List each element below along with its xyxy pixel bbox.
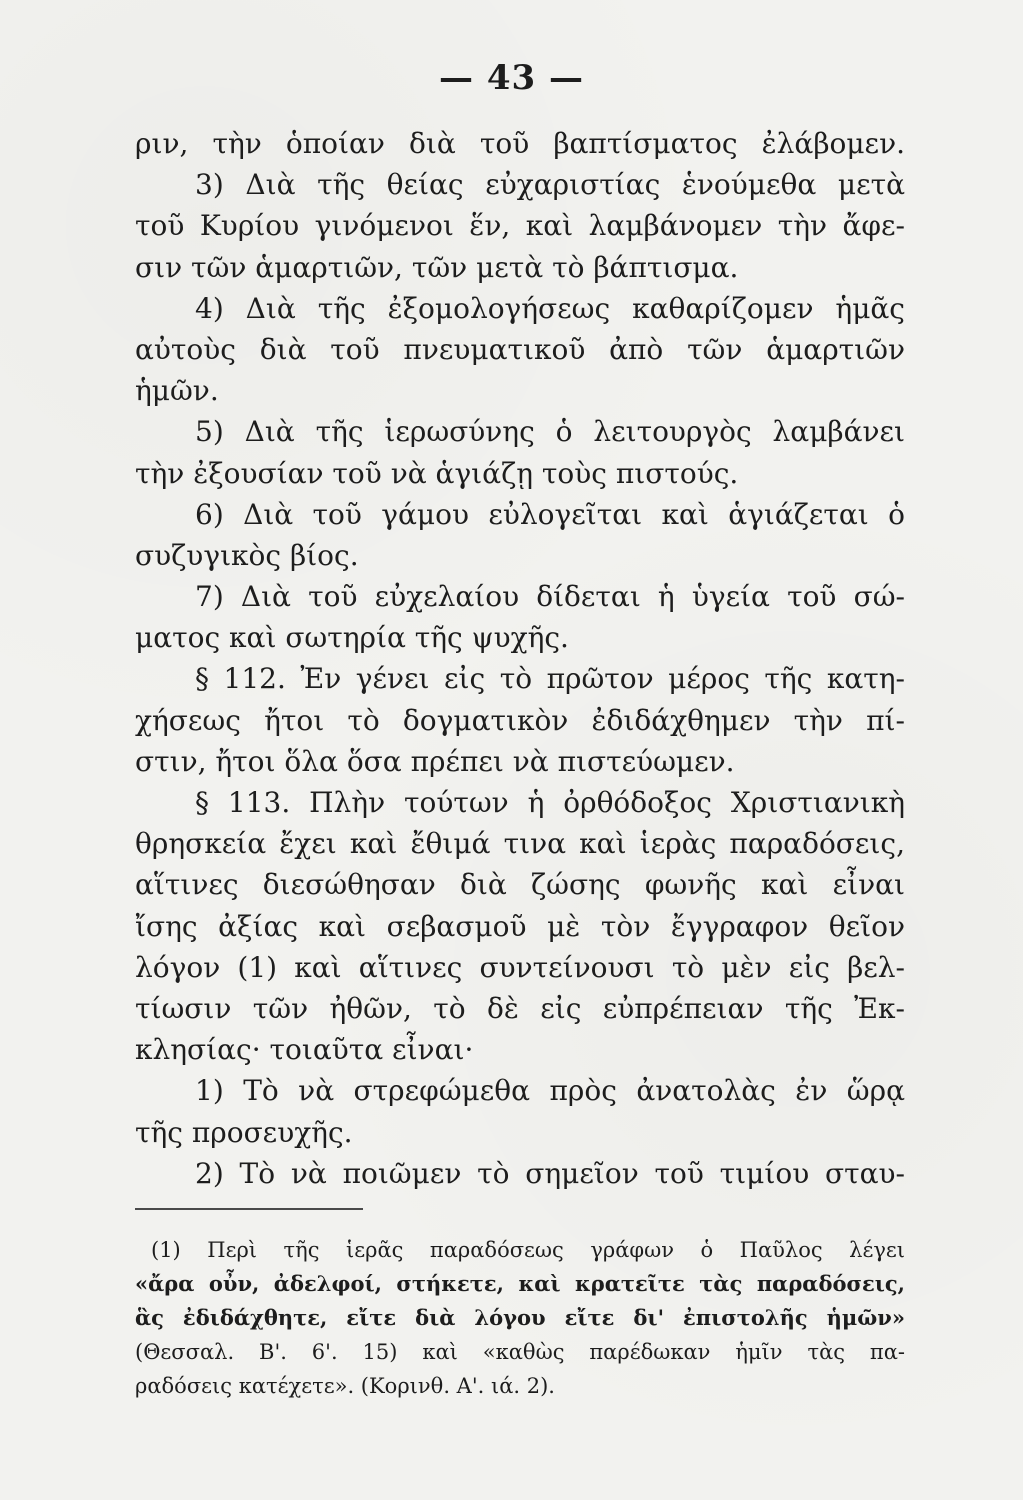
text-line: αἵτινες διεσώθησαν διὰ ζώσης φωνῆς καὶ εἶναι (135, 868, 905, 902)
text-line: σιν τῶν ἁμαρτιῶν, τῶν μετὰ τὸ βάπτισμα. (135, 250, 739, 284)
text-line: στιν, ἤτοι ὅλα ὅσα πρέπει νὰ πιστεύωμεν. (135, 744, 735, 778)
text-line: λόγον (1) καὶ αἵτινες συντείνουσι τὸ μὲν εἰς βελ- (135, 950, 905, 984)
text-line: § 112. Ἐν γένει εἰς τὸ πρῶτον μέρος τῆς κατη- (195, 662, 905, 696)
text-line: 3) Διὰ τῆς θείας εὐχαριστίας ἑνούμεθα μετὰ (195, 168, 905, 202)
text-line: 7) Διὰ τοῦ εὐχελαίου δίδεται ἡ ὑγεία τοῦ σώ- (195, 580, 905, 614)
text-line: τὴν ἐξουσίαν τοῦ νὰ ἁγιάζῃ τοὺς πιστούς. (135, 456, 739, 490)
text-line: 5) Διὰ τῆς ἱερωσύνης ὁ λειτουργὸς λαμβάνει (195, 415, 905, 449)
footnote-line: ραδόσεις κατέχετε». (Κορινθ. Α'. ιά. 2). (135, 1374, 555, 1398)
text-line: κλησίας· τοιαῦτα εἶναι· (135, 1033, 474, 1067)
text-line: ἴσης ἀξίας καὶ σεβασμοῦ μὲ τὸν ἔγγραφον θεῖον (135, 909, 905, 943)
text-line: 1) Τὸ νὰ στρεφώμεθα πρὸς ἀνατολὰς ἐν ὥρᾳ (195, 1074, 905, 1108)
text-line: θρησκεία ἔχει καὶ ἔθιμά τινα καὶ ἱερὰς παραδόσεις, (135, 827, 905, 861)
text-line: 2) Τὸ νὰ ποιῶμεν τὸ σημεῖον τοῦ τιμίου σταυ- (195, 1156, 905, 1190)
main-text-block (135, 123, 905, 1194)
footnote-line: «ἄρα οὖν, ἀδελφοί, στήκετε, καὶ κρατεῖτε τὰς παραδόσεις, (135, 1271, 905, 1296)
text-line: τῆς προσευχῆς. (135, 1115, 353, 1149)
footnote-line: (Θεσσαλ. Β'. 6'. 15) καὶ «καθὼς παρέδωκαν ἡμῖν τὰς πα- (135, 1340, 905, 1364)
text-line: χήσεως ἤτοι τὸ δογματικὸν ἐδιδάχθημεν τὴν πί- (135, 703, 905, 737)
text-line: τοῦ Κυρίου γινόμενοι ἕν, καὶ λαμβάνομεν τὴν ἄφε- (135, 209, 905, 243)
footnote-block (135, 1233, 905, 1403)
text-line: ματος καὶ σωτηρία τῆς ψυχῆς. (135, 621, 569, 655)
text-line: ριν, τὴν ὁποίαν διὰ τοῦ βαπτίσματος ἐλάβομεν. (135, 127, 905, 160)
footnote-line: (1) Περὶ τῆς ἱερᾶς παραδόσεως γράφων ὁ Παῦλος λέγει (151, 1238, 905, 1262)
footnote-divider (135, 1208, 363, 1210)
footnote-line: ἃς ἐδιδάχθητε, εἴτε διὰ λόγου εἴτε δι' ἐπιστολῆς ἡμῶν» (135, 1305, 905, 1330)
text-line: 4) Διὰ τῆς ἐξομολογήσεως καθαρίζομεν ἡμᾶς (195, 291, 905, 325)
text-line: § 113. Πλὴν τούτων ἡ ὀρθόδοξος Χριστιανικὴ (195, 786, 905, 819)
text-line: αὐτοὺς διὰ τοῦ πνευματικοῦ ἀπὸ τῶν ἁμαρτιῶν (135, 332, 905, 366)
text-line: τίωσιν τῶν ἠθῶν, τὸ δὲ εἰς εὐπρέπειαν τῆς Ἐκ- (135, 991, 905, 1025)
page-number: — 43 — (439, 58, 584, 98)
text-line: ἡμῶν. (135, 374, 219, 408)
text-line: 6) Διὰ τοῦ γάμου εὐλογεῖται καὶ ἁγιάζεται ὁ (195, 497, 905, 531)
text-line: συζυγικὸς βίος. (135, 538, 359, 572)
